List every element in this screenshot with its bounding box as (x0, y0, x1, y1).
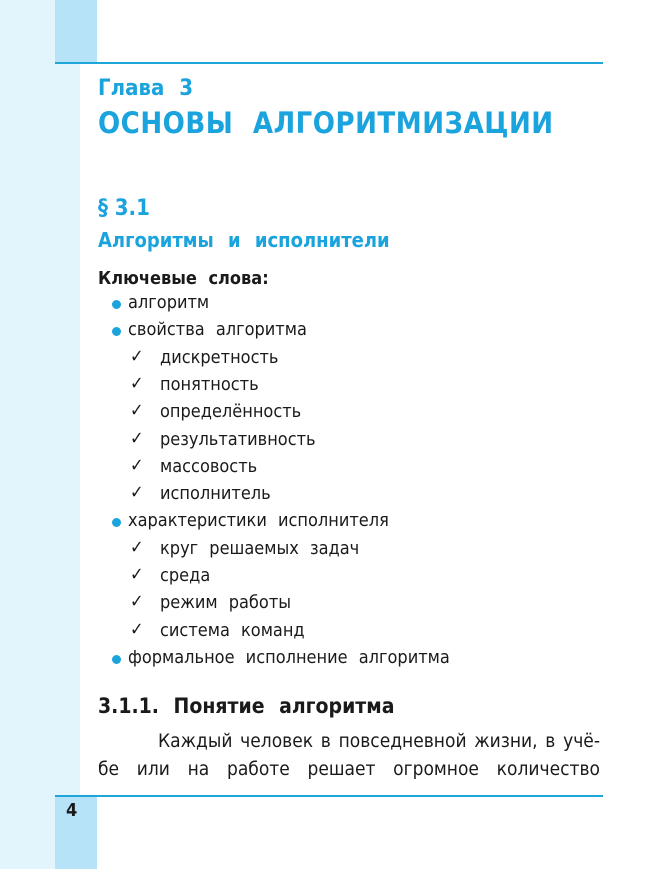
keyword-text: массовость (160, 455, 258, 477)
keyword-text: среда (160, 565, 211, 586)
bullet-icon (112, 655, 121, 664)
section-number: § 3.1 (98, 196, 150, 221)
paragraph-line: Каждый человек в повседневной жизни, в учё- (158, 730, 600, 752)
checkmark-icon: ✓ (130, 536, 144, 558)
section-title: Алгоритмы и исполнители (98, 228, 390, 252)
keyword-text: результативность (160, 428, 316, 450)
keyword-item (130, 536, 360, 559)
keyword-item (128, 510, 389, 531)
keyword-text: характеристики исполнителя (128, 510, 389, 532)
keyword-item (130, 564, 211, 586)
checkmark-icon: ✓ (130, 345, 144, 367)
keyword-text: формальное исполнение алгоритма (128, 646, 450, 668)
keyword-item (128, 319, 307, 340)
keyword-text: режим работы (160, 592, 292, 614)
keyword-item (130, 400, 302, 423)
checkmark-icon: ✓ (130, 482, 144, 504)
keyword-item (130, 482, 271, 505)
checkmark-icon: ✓ (130, 372, 144, 394)
keyword-item (128, 647, 450, 668)
checkmark-icon: ✓ (130, 564, 144, 585)
keyword-text: система команд (160, 619, 305, 641)
chapter-title: ОСНОВЫ АЛГОРИТМИЗАЦИИ (98, 106, 554, 140)
keyword-item (130, 591, 292, 614)
keyword-text: дискретность (160, 346, 279, 368)
keyword-text: понятность (160, 373, 259, 395)
keyword-text: определённость (160, 401, 302, 423)
checkmark-icon: ✓ (130, 454, 144, 476)
keyword-text: алгоритм (128, 292, 210, 313)
subsection-title: 3.1.1. Понятие алгоритма (98, 694, 395, 718)
checkmark-icon: ✓ (130, 400, 144, 422)
chapter-label: Глава 3 (98, 76, 194, 101)
keyword-item (130, 618, 305, 641)
keyword-item (130, 372, 259, 395)
bottom-rule (55, 795, 603, 797)
margin-strip (0, 0, 80, 869)
bullet-icon (112, 518, 121, 527)
keyword-item (130, 454, 258, 477)
checkmark-icon: ✓ (130, 591, 144, 613)
keyword-item (130, 345, 279, 368)
keyword-text: свойства алгоритма (128, 319, 307, 341)
paragraph-line: бе или на работе решает огромное количество (98, 758, 600, 780)
margin-tab-top (55, 0, 97, 63)
keyword-text: исполнитель (160, 483, 271, 505)
page-number: 4 (66, 800, 78, 821)
keyword-item (130, 427, 316, 450)
checkmark-icon: ✓ (130, 427, 144, 449)
keywords-heading: Ключевые слова: (98, 268, 269, 289)
keyword-text: круг решаемых задач (160, 537, 360, 559)
bullet-icon (112, 327, 121, 336)
checkmark-icon: ✓ (130, 618, 144, 640)
bullet-icon (112, 300, 121, 309)
keyword-item (128, 292, 209, 313)
top-rule (55, 62, 603, 64)
